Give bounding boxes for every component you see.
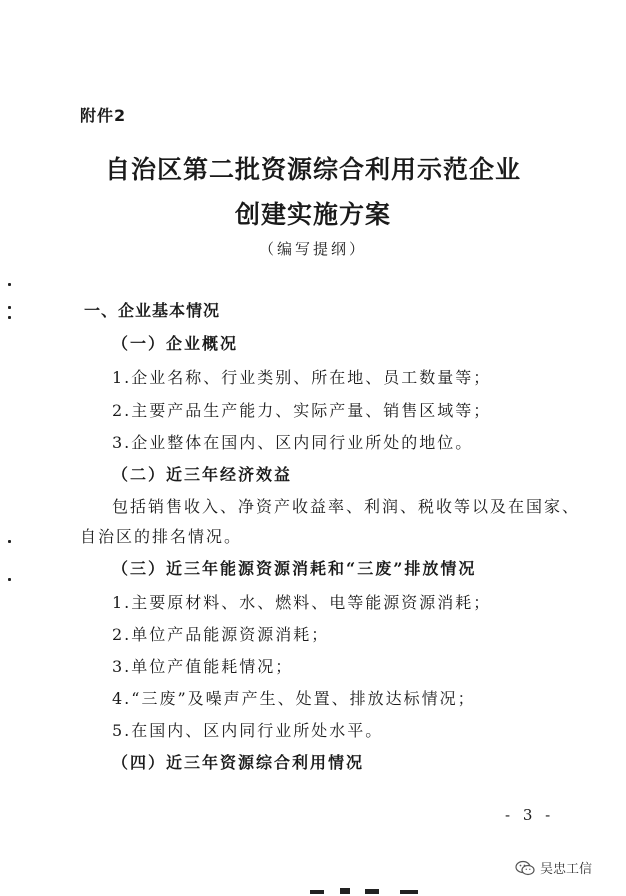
page-number: - 3 -: [505, 806, 555, 824]
wechat-icon: [515, 860, 535, 876]
list-item: 1.企业名称、行业类别、所在地、员工数量等；: [112, 368, 492, 387]
document-subtitle: （编写提纲）: [258, 240, 367, 258]
document-title-line-2: 创建实施方案: [234, 200, 391, 229]
paragraph-line: 包括销售收入、净资产收益率、利润、税收等以及在国家、: [112, 497, 581, 516]
sub-heading-4: （四）近三年资源综合利用情况: [112, 753, 365, 772]
list-item: 3.企业整体在国内、区内同行业所处的地位。: [112, 433, 474, 452]
sub-heading-3: （三）近三年能源资源消耗和“三废”排放情况: [112, 559, 477, 578]
list-item: 2.主要产品生产能力、实际产量、销售区域等；: [112, 401, 492, 420]
document-title-line-1: 自治区第二批资源综合利用示范企业: [104, 155, 521, 184]
sub-heading-2: （二）近三年经济效益: [112, 465, 293, 484]
scan-speck: [8, 578, 11, 581]
sub-heading-1: （一）企业概况: [112, 334, 239, 353]
scan-speck: [8, 283, 11, 286]
list-item: 2.单位产品能源资源消耗；: [112, 625, 330, 644]
list-item: 5.在国内、区内同行业所处水平。: [112, 721, 384, 740]
list-item: 3.单位产值能耗情况；: [112, 657, 294, 676]
paragraph-line: 自治区的排名情况。: [80, 527, 243, 546]
section-heading-1: 一、企业基本情况: [84, 301, 221, 320]
cropped-next-page-text: [310, 886, 430, 896]
scan-speck: [8, 316, 11, 319]
attachment-label: 附件2: [80, 106, 127, 125]
source-watermark: [515, 858, 592, 877]
list-item: 1.主要原材料、水、燃料、电等能源资源消耗；: [112, 593, 492, 612]
scan-speck: [8, 540, 11, 543]
watermark-text: 吴忠工信: [540, 862, 593, 877]
scan-speck: [8, 306, 11, 309]
list-item: 4.“三废”及噪声产生、处置、排放达标情况；: [112, 689, 476, 708]
